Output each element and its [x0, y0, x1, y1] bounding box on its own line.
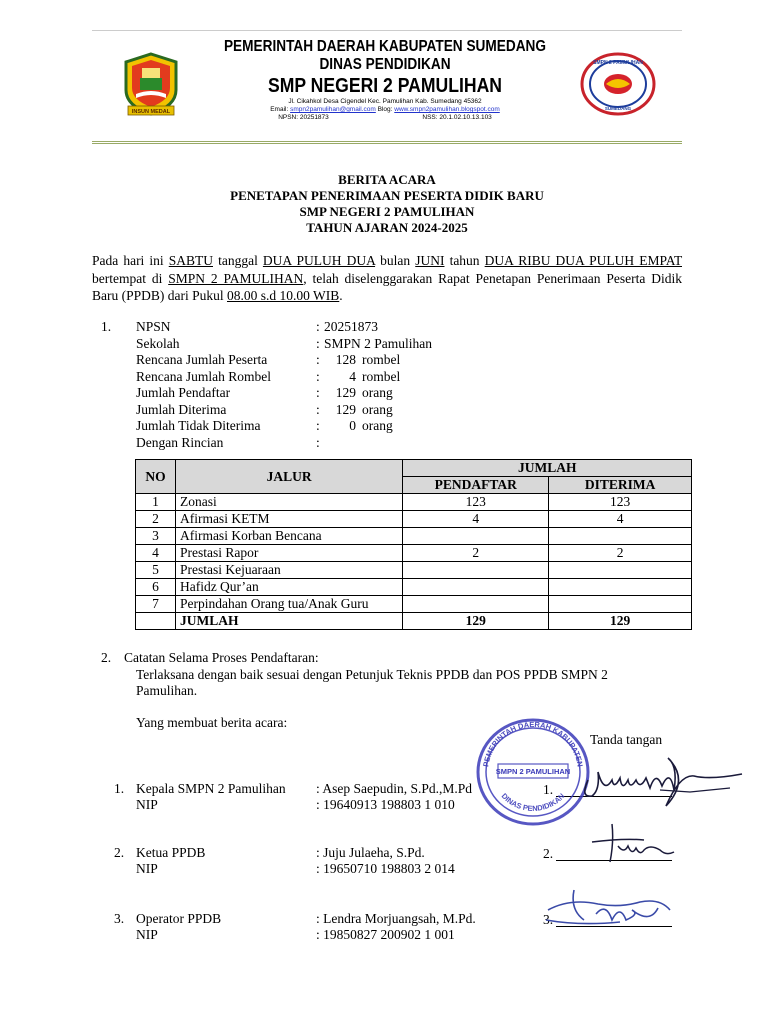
intro-time: 08.00 s.d 10.00 WIB — [227, 288, 340, 303]
title-line-4: TAHUN AJARAN 2024-2025 — [306, 220, 468, 235]
row-pendaftar — [403, 596, 549, 613]
signatory-role: Kepala SMPN 2 Pamulihan — [136, 781, 286, 796]
row-jalur: Prestasi Rapor — [175, 545, 402, 562]
admission-table — [135, 459, 692, 630]
signatory-role: Ketua PPDB — [136, 845, 206, 860]
info-colon: : — [316, 385, 320, 400]
table-total-row — [136, 613, 692, 630]
intro-place: SMPN 2 PAMULIHAN — [168, 270, 304, 286]
info-colon: : — [316, 434, 320, 450]
info-unit: rombel — [362, 352, 401, 367]
signatory-name: : Asep Saepudin, S.Pd.,M.Pd — [316, 781, 473, 796]
table-row — [136, 596, 692, 613]
signature-slot-number: 2. — [543, 846, 554, 861]
info-unit: orang — [362, 385, 393, 400]
row-no: 2 — [136, 511, 176, 528]
info-value: 0 — [349, 418, 356, 433]
total-label: JUMLAH — [175, 613, 402, 630]
row-pendaftar — [403, 562, 549, 579]
row-no: 7 — [136, 596, 176, 613]
title-line-1: BERITA ACARA — [338, 172, 436, 187]
notes-line-1: Terlaksana dengan baik sesuai dengan Petunjuk Teknis PPDB dan POS PPDB SMPN 2 — [136, 667, 608, 682]
signature-header: Tanda tangan — [590, 732, 663, 747]
info-value: 128 — [335, 352, 356, 367]
col-pendaftar: PENDAFTAR — [403, 477, 549, 494]
letterhead-government: PEMERINTAH DAERAH KABUPATEN SUMEDANG — [223, 38, 547, 55]
letterhead-text — [190, 38, 580, 122]
row-no: 6 — [136, 579, 176, 596]
letterhead-school: SMP NEGERI 2 PAMULIHAN — [267, 75, 503, 97]
logo-motto: INSUN MEDAL — [131, 109, 171, 115]
row-jalur: Afirmasi KETM — [175, 511, 402, 528]
signature-operator — [540, 880, 674, 940]
info-label: NPSN — [136, 319, 171, 334]
info-value: 4 — [349, 368, 356, 384]
section-1-number: 1. — [101, 319, 112, 334]
row-pendaftar: 4 — [403, 511, 549, 528]
signature-ketua — [584, 822, 694, 872]
row-no: 4 — [136, 545, 176, 562]
row-diterima — [549, 562, 692, 579]
signatory-nip-label: NIP — [136, 861, 158, 876]
notes-line-2: Pamulihan. — [136, 683, 198, 698]
signatory-role: Operator PPDB — [136, 911, 222, 926]
stamp-outer-text: PEMERINTAH DAERAH KABUPATEN — [481, 719, 585, 768]
document-title — [92, 172, 682, 236]
intro-day: SABTU — [168, 253, 213, 268]
email-link[interactable]: smpn2pamulihan@gmail.com — [290, 106, 376, 113]
signatory-number: 2. — [114, 845, 125, 860]
npsn-text: NPSN: 20251873 — [278, 114, 329, 121]
letterhead-department: DINAS PENDIDIKAN — [319, 56, 451, 73]
row-diterima — [549, 528, 692, 545]
table-row — [136, 511, 692, 528]
info-unit: rombel — [362, 368, 401, 384]
info-colon: : — [316, 319, 320, 334]
row-no: 5 — [136, 562, 176, 579]
table-row — [136, 545, 692, 562]
letterhead-contacts — [190, 106, 580, 114]
info-value: SMPN 2 Pamulihan — [324, 335, 433, 351]
col-no: NO — [136, 460, 176, 494]
info-colon: : — [316, 401, 320, 417]
row-jalur: Prestasi Kejuaraan — [175, 562, 402, 579]
signatory-nip-label: NIP — [136, 927, 158, 942]
row-diterima: 4 — [549, 511, 692, 528]
signatory-number: 3. — [114, 911, 125, 926]
signatory-nip: : 19850827 200902 1 001 — [316, 927, 455, 942]
intro-date: DUA PULUH DUA — [262, 253, 376, 268]
title-line-3: SMP NEGERI 2 PAMULIHAN — [299, 204, 475, 219]
intro-year: DUA RIBU DUA PULUH EMPAT — [484, 253, 682, 268]
row-pendaftar: 123 — [403, 494, 549, 511]
signatory-name: : Juju Julaeha, S.Pd. — [316, 845, 425, 860]
info-value: 20251873 — [324, 319, 378, 334]
row-jalur: Zonasi — [175, 494, 402, 511]
row-no: 3 — [136, 528, 176, 545]
row-pendaftar — [403, 579, 549, 596]
maker-label: Yang membuat berita acara: — [136, 715, 288, 730]
signatory-nip-label: NIP — [136, 797, 158, 812]
blog-label: Blog: — [377, 106, 393, 113]
info-unit: orang — [362, 401, 393, 417]
info-colon: : — [316, 418, 320, 433]
table-row — [136, 562, 692, 579]
info-value: 129 — [335, 401, 356, 417]
table-row — [136, 528, 692, 545]
table-row — [136, 494, 692, 511]
stamp-center-text: SMPN 2 PAMULIHAN — [495, 767, 571, 776]
row-jalur: Perpindahan Orang tua/Anak Guru — [175, 596, 402, 613]
row-diterima — [549, 596, 692, 613]
info-colon: : — [316, 335, 320, 351]
signatory-nip: : 19650710 198803 2 014 — [316, 861, 455, 876]
info-label: Jumlah Diterima — [136, 401, 227, 417]
row-jalur: Hafidz Qur’an — [175, 579, 402, 596]
info-label: Jumlah Pendaftar — [136, 385, 231, 400]
signature-slot-number: 1. — [543, 782, 554, 797]
row-diterima: 123 — [549, 494, 692, 511]
info-label: Rencana Jumlah Peserta — [136, 352, 268, 367]
info-value: 129 — [335, 385, 356, 400]
col-diterima: DITERIMA — [549, 477, 692, 494]
row-pendaftar: 2 — [403, 545, 549, 562]
title-line-2: PENETAPAN PENERIMAAN PESERTA DIDIK BARU — [230, 188, 544, 203]
info-unit: orang — [362, 418, 393, 433]
school-logo — [580, 52, 656, 116]
row-pendaftar — [403, 528, 549, 545]
info-colon: : — [316, 352, 320, 367]
intro-month: JUNI — [415, 253, 445, 268]
section-2-heading: Catatan Selama Proses Pendaftaran: — [124, 650, 319, 665]
letterhead-address: Jl. Cikahkol Desa Cigendel Kec. Pamulihan Kab. Sumedang 45362 — [288, 98, 482, 105]
signature-slot-number: 3. — [543, 912, 554, 927]
school-logo-bottom-text: SUMEDANG — [604, 106, 632, 111]
total-diterima: 129 — [549, 613, 692, 630]
school-logo-top-text: SMPN 2 PAMULIHAN — [593, 60, 643, 66]
section-2-number: 2. — [101, 650, 112, 665]
signatory-nip: : 19640913 198803 1 010 — [316, 797, 455, 812]
col-jalur: JALUR — [175, 460, 402, 494]
row-diterima — [549, 579, 692, 596]
email-label: Email: — [270, 106, 289, 113]
signatory-number: 1. — [114, 781, 125, 796]
sumedang-regency-logo — [122, 52, 180, 118]
info-label: Sekolah — [136, 335, 180, 351]
info-label: Rencana Jumlah Rombel — [136, 368, 271, 384]
info-label: Dengan Rincian — [136, 434, 224, 450]
intro-paragraph: Pada hari ini SABTU tanggal DUA PULUH DUA bulan JUNI tahun DUA RIBU DUA PULUH EMPAT bertempat di SMPN 2 PAMULIHAN, telah diselenggarakan Rapat Penetapan Penerimaan Peserta Didik Baru (PPDB) dari Pukul 08.00 s.d 10.00 WIB. — [92, 253, 682, 303]
stamp-bottom-text: DINAS PENDIDIKAN — [499, 791, 567, 813]
signatory-name: : Lendra Morjuangsah, M.Pd. — [316, 911, 476, 926]
total-pendaftar: 129 — [403, 613, 549, 630]
signature-kepala — [570, 750, 746, 820]
info-colon: : — [316, 368, 320, 384]
row-diterima: 2 — [549, 545, 692, 562]
col-jumlah: JUMLAH — [403, 460, 692, 477]
info-label: Jumlah Tidak Diterima — [136, 418, 261, 433]
nss-text: NSS: 20.1.02.10.13.103 — [422, 114, 492, 121]
letterhead-numbers — [190, 114, 580, 122]
row-jalur: Afirmasi Korban Bencana — [175, 528, 402, 545]
blog-link[interactable]: www.smpn2pamulihan.blogspot.com — [394, 106, 500, 113]
table-row — [136, 579, 692, 596]
row-no: 1 — [136, 494, 176, 511]
